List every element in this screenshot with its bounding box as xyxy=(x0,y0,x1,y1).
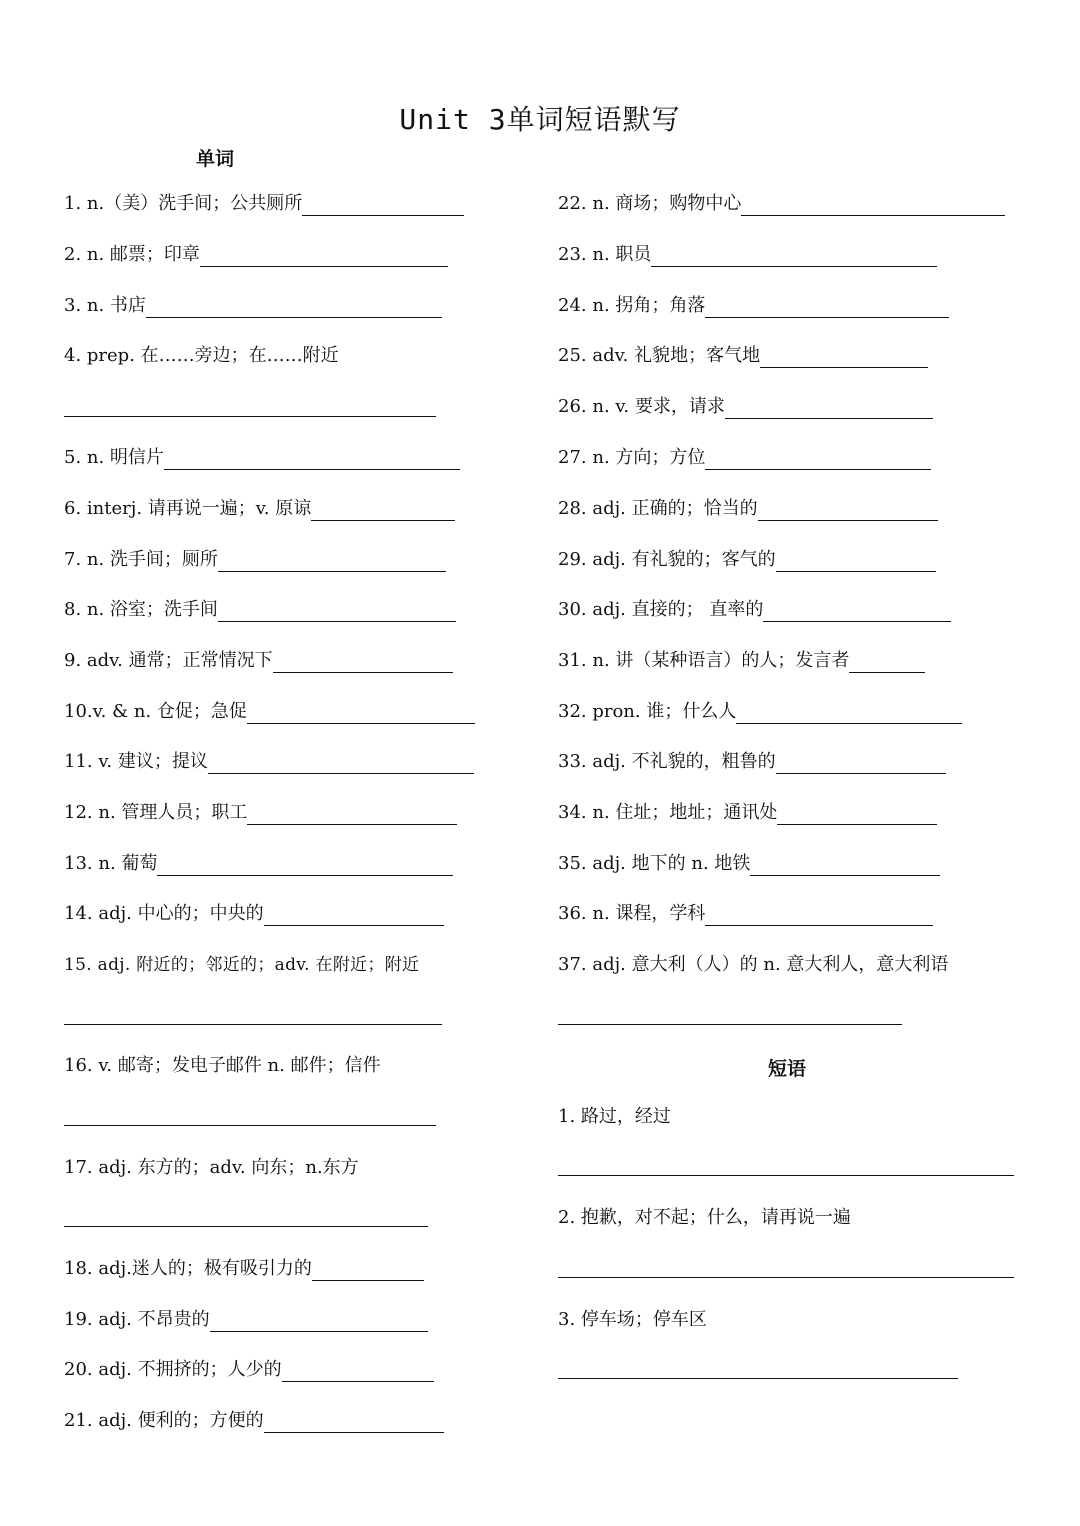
word-item: 12. n. 管理人员；职工 xyxy=(64,801,457,825)
word-item: 25. adv. 礼貌地；客气地 xyxy=(558,344,928,368)
word-item: 6. interj. 请再说一遍；v. 原谅 xyxy=(64,497,455,521)
word-item: 21. adj. 便利的；方便的 xyxy=(64,1409,444,1433)
word-item: 3. n. 书店 xyxy=(64,294,442,318)
word-item: 10.v. & n. 仓促；急促 xyxy=(64,700,475,724)
word-item: 15. adj. 附近的；邻近的；adv. 在附近；附近 xyxy=(64,955,420,975)
answer-blank[interactable] xyxy=(725,399,933,419)
answer-blank[interactable] xyxy=(264,906,444,926)
word-item: 5. n. 明信片 xyxy=(64,446,460,470)
answer-blank[interactable] xyxy=(64,1226,428,1227)
answer-blank[interactable] xyxy=(758,501,938,521)
answer-blank[interactable] xyxy=(741,196,1005,216)
word-item: 28. adj. 正确的；恰当的 xyxy=(558,497,938,521)
answer-blank[interactable] xyxy=(208,754,474,774)
word-item: 17. adj. 东方的；adv. 向东；n.东方 xyxy=(64,1157,359,1178)
answer-blank[interactable] xyxy=(736,704,962,724)
word-item: 31. n. 讲（某种语言）的人；发言者 xyxy=(558,649,925,673)
word-item: 13. n. 葡萄 xyxy=(64,852,453,876)
word-item: 11. v. 建议；提议 xyxy=(64,750,474,774)
answer-blank[interactable] xyxy=(777,805,937,825)
answer-blank[interactable] xyxy=(247,805,457,825)
answer-blank[interactable] xyxy=(157,856,453,876)
answer-blank[interactable] xyxy=(776,754,946,774)
word-item: 36. n. 课程，学科 xyxy=(558,902,933,926)
answer-blank[interactable] xyxy=(210,1312,428,1332)
word-item: 14. adj. 中心的；中央的 xyxy=(64,902,444,926)
answer-blank[interactable] xyxy=(705,906,933,926)
word-item: 35. adj. 地下的 n. 地铁 xyxy=(558,852,940,876)
word-item: 2. n. 邮票；印章 xyxy=(64,243,448,267)
answer-blank[interactable] xyxy=(218,552,446,572)
answer-blank[interactable] xyxy=(247,704,475,724)
answer-blank[interactable] xyxy=(200,247,448,267)
answer-blank[interactable] xyxy=(558,1175,1014,1176)
answer-blank[interactable] xyxy=(763,602,951,622)
answer-blank[interactable] xyxy=(705,298,949,318)
word-item: 30. adj. 直接的； 直率的 xyxy=(558,598,951,622)
page-title: Unit 3单词短语默写 xyxy=(399,103,681,136)
answer-blank[interactable] xyxy=(311,501,455,521)
answer-blank[interactable] xyxy=(146,298,442,318)
word-item: 29. adj. 有礼貌的；客气的 xyxy=(558,548,936,572)
answer-blank[interactable] xyxy=(849,653,925,673)
phrase-item: 3. 停车场；停车区 xyxy=(558,1309,707,1330)
answer-blank[interactable] xyxy=(558,1277,1014,1278)
section-heading-phrases: 短语 xyxy=(768,1058,807,1080)
answer-blank[interactable] xyxy=(750,856,940,876)
word-item: 37. adj. 意大利（人）的 n. 意大利人，意大利语 xyxy=(558,954,949,975)
answer-blank[interactable] xyxy=(558,1024,902,1025)
answer-blank[interactable] xyxy=(164,450,460,470)
word-item: 32. pron. 谁；什么人 xyxy=(558,700,962,724)
word-item: 33. adj. 不礼貌的，粗鲁的 xyxy=(558,750,946,774)
answer-blank[interactable] xyxy=(282,1362,434,1382)
answer-blank[interactable] xyxy=(64,1125,436,1126)
answer-blank[interactable] xyxy=(776,552,936,572)
word-item: 20. adj. 不拥挤的；人少的 xyxy=(64,1358,434,1382)
answer-blank[interactable] xyxy=(312,1261,424,1281)
answer-blank[interactable] xyxy=(64,1024,442,1025)
phrase-item: 1. 路过，经过 xyxy=(558,1106,671,1127)
word-item: 18. adj.迷人的；极有吸引力的 xyxy=(64,1257,424,1281)
word-item: 16. v. 邮寄；发电子邮件 n. 邮件；信件 xyxy=(64,1055,381,1076)
word-item: 27. n. 方向；方位 xyxy=(558,446,931,470)
word-item: 22. n. 商场；购物中心 xyxy=(558,192,1005,216)
word-item: 7. n. 洗手间；厕所 xyxy=(64,548,446,572)
word-item: 23. n. 职员 xyxy=(558,243,937,267)
word-item: 1. n.（美）洗手间；公共厕所 xyxy=(64,192,464,216)
answer-blank[interactable] xyxy=(264,1413,444,1433)
answer-blank[interactable] xyxy=(302,196,464,216)
word-item: 4. prep. 在……旁边；在……附近 xyxy=(64,345,339,366)
phrase-item: 2. 抱歉，对不起；什么，请再说一遍 xyxy=(558,1207,851,1228)
answer-blank[interactable] xyxy=(218,602,456,622)
answer-blank[interactable] xyxy=(64,416,436,417)
answer-blank[interactable] xyxy=(558,1378,958,1379)
word-item: 9. adv. 通常；正常情况下 xyxy=(64,649,453,673)
word-item: 8. n. 浴室；洗手间 xyxy=(64,598,456,622)
answer-blank[interactable] xyxy=(705,450,931,470)
word-item: 26. n. v. 要求，请求 xyxy=(558,395,933,419)
answer-blank[interactable] xyxy=(651,247,937,267)
word-item: 24. n. 拐角；角落 xyxy=(558,294,949,318)
answer-blank[interactable] xyxy=(273,653,453,673)
answer-blank[interactable] xyxy=(760,348,928,368)
word-item: 19. adj. 不昂贵的 xyxy=(64,1308,428,1332)
section-heading-words: 单词 xyxy=(196,148,235,170)
word-item: 34. n. 住址；地址；通讯处 xyxy=(558,801,937,825)
